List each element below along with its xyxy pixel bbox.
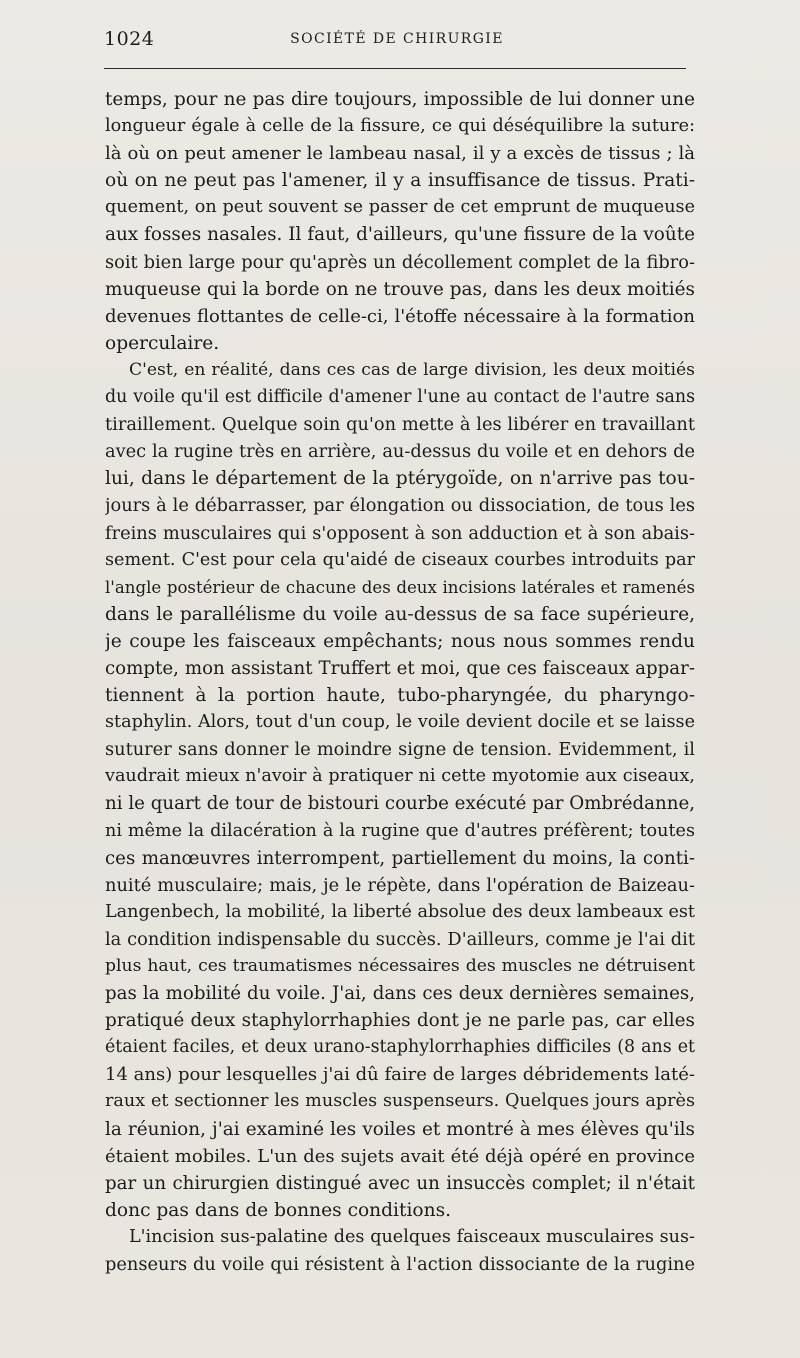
text-line: sement. C'est pour cela qu'aidé de ciseaux courbes introduits par bbox=[105, 549, 695, 570]
text-line: lui, dans le département de la ptérygoïde, on n'arrive pas tou- bbox=[105, 468, 695, 490]
header-rule bbox=[104, 68, 686, 69]
text-line: avec la rugine très en arrière, au-dessus du voile et en dehors de bbox=[105, 441, 695, 463]
text-line: soit bien large pour qu'après un décollement complet de la fibro- bbox=[105, 251, 695, 273]
text-line: étaient mobiles. L'un des sujets avait été déjà opéré en province bbox=[105, 1145, 695, 1167]
text-line: tiennent à la portion haute, tubo-pharyngée, du pharyngo- bbox=[105, 685, 695, 707]
text-line: 14 ans) pour lesquelles j'ai dû faire de larges débridements laté- bbox=[105, 1064, 695, 1086]
text-line: étaient faciles, et deux urano-staphylorrhaphies difficiles (8 ans et bbox=[105, 1037, 695, 1058]
text-line: Langenbech, la mobilité, la liberté absolue des deux lambeaux est bbox=[105, 901, 695, 922]
text-line: la réunion, j'ai examiné les voiles et montré à mes élèves qu'ils bbox=[105, 1118, 695, 1140]
text-line: muqueuse qui la borde on ne trouve pas, dans les deux moitiés bbox=[105, 278, 695, 300]
text-line: vaudrait mieux n'avoir à pratiquer ni cette myotomie aux ciseaux, bbox=[105, 766, 695, 787]
text-line: pas la mobilité du voile. J'ai, dans ces deux dernières semaines, bbox=[105, 983, 695, 1005]
paragraph-end-line: operculaire. bbox=[105, 332, 220, 354]
paragraph-start-line: C'est, en réalité, dans ces cas de large division, les deux moitiés bbox=[129, 359, 695, 380]
text-line: raux et sectionner les muscles suspenseurs. Quelques jours après bbox=[105, 1091, 695, 1112]
text-line: penseurs du voile qui résistent à l'action dissociante de la rugine bbox=[105, 1254, 695, 1276]
body-text bbox=[105, 86, 695, 1278]
text-line: longueur égale à celle de la fissure, ce qui déséquilibre la suture: bbox=[105, 116, 695, 137]
text-line: où on ne peut pas l'amener, il y a insuffisance de tissus. Prati- bbox=[105, 170, 695, 192]
text-line: ni même la dilacération à la rugine que d'autres préfèrent; toutes bbox=[105, 820, 695, 841]
text-line: suturer sans donner le moindre signe de tension. Evidemment, il bbox=[105, 739, 695, 761]
text-line: plus haut, ces traumatismes nécessaires des muscles ne détruisent bbox=[105, 956, 695, 976]
paragraph-start-line: L'incision sus-palatine des quelques faisceaux musculaires sus- bbox=[129, 1226, 695, 1247]
text-line: ces manœuvres interrompent, partiellement du moins, la conti- bbox=[105, 847, 695, 869]
text-line: staphylin. Alors, tout d'un coup, le voile devient docile et se laisse bbox=[105, 712, 695, 733]
text-line: freins musculaires qui s'opposent à son adduction et à son abais- bbox=[105, 522, 695, 544]
text-line: devenues flottantes de celle-ci, l'étoffe nécessaire à la formation bbox=[105, 305, 695, 327]
text-line: temps, pour ne pas dire toujours, impossible de lui donner une bbox=[105, 89, 695, 110]
text-line: l'angle postérieur de chacune des deux incisions latérales et ramenés bbox=[105, 577, 695, 597]
text-line: jours à le débarrasser, par élongation ou dissociation, de tous les bbox=[105, 495, 695, 517]
running-head: SOCIÉTÉ DE CHIRURGIE bbox=[290, 31, 504, 47]
text-line: nuité musculaire; mais, je le répète, dans l'opération de Baizeau- bbox=[105, 874, 695, 896]
text-line: dans le parallélisme du voile au-dessus de sa face supérieure, bbox=[105, 603, 695, 625]
text-line: la condition indispensable du succès. D'ailleurs, comme je l'ai dit bbox=[105, 928, 695, 950]
text-line: compte, mon assistant Truffert et moi, que ces faisceaux appar- bbox=[105, 657, 695, 679]
text-line: quement, on peut souvent se passer de cet emprunt de muqueuse bbox=[105, 197, 695, 218]
page-number: 1024 bbox=[104, 28, 155, 50]
text-line: par un chirurgien distingué avec un insuccès complet; il n'était bbox=[105, 1172, 695, 1194]
text-line: aux fosses nasales. Il faut, d'ailleurs, qu'une fissure de la voûte bbox=[105, 224, 695, 246]
paragraph-end-line: donc pas dans de bonnes conditions. bbox=[105, 1199, 452, 1221]
text-line: je coupe les faisceaux empêchants; nous nous sommes rendu bbox=[105, 630, 695, 652]
text-line: pratiqué deux staphylorrhaphies dont je ne parle pas, car elles bbox=[105, 1010, 695, 1032]
page-header bbox=[104, 28, 690, 54]
text-line: du voile qu'il est difficile d'amener l'une au contact de l'autre sans bbox=[105, 387, 695, 408]
text-line: ni le quart de tour de bistouri courbe exécuté par Ombrédanne, bbox=[105, 793, 695, 815]
text-line: tiraillement. Quelque soin qu'on mette à les libérer en travaillant bbox=[105, 414, 695, 436]
text-line: là où on peut amener le lambeau nasal, il y a excès de tissus ; là bbox=[105, 143, 695, 165]
